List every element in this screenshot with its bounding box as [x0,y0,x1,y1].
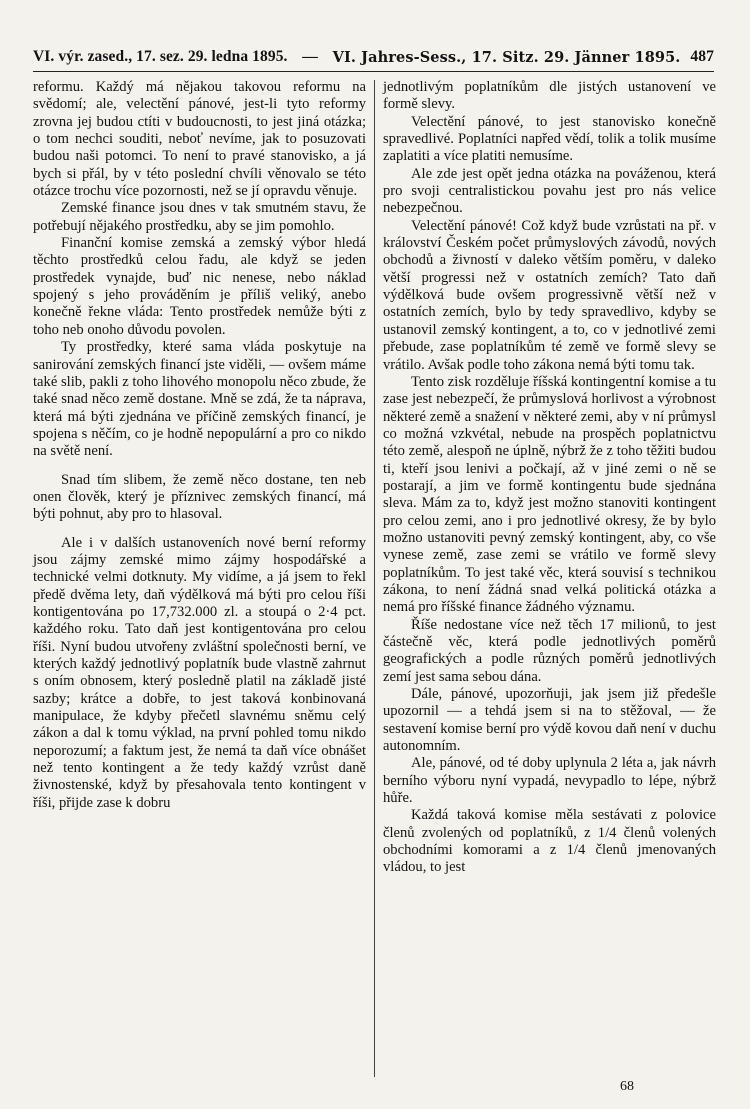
paragraph: jednotlivým poplatníkům dle jistých ustanovení ve formě slevy. [383,79,716,113]
paragraph: Snad tím slibem, že země něco dostane, ten neb onen člověk, který je příznivec zemských financí, má býti pohnut, aby pro to hlasoval. [33,471,366,523]
header-left: VI. výr. zased., 17. sez. 29. ledna 1895. [33,48,288,65]
right-column [383,79,716,877]
paragraph: Ale zde jest opět jedna otázka na pováženou, která pro svoji centralistickou povahu jest pro nás velice nebezpečnou. [383,165,716,217]
paragraph: Tento zisk rozděluje říšská kontingentní komise a tu zase jest nebezpečí, že průmyslová horlivost a výrobnost některé země a snažení v některé zemi, aby v ní průmysl co možná vzkvétal, nebude na prospěch poplatnictvu této země, alespoň ne úplně, nýbrž že z toho těžiti budou ti, kteří jsou lenivi a počkají, až v jiné zemi o ně se postarají, a jim ve formě kontingentu bude sjednána sleva. Mám za to, když jest možno stanoviti kontingent pro celou zemi, ano i pro jednotlivé okresy, že by bylo možno ustanoviti pevný zemský kontingent, aby, co vše vynese země, zase zemi se vrátilo ve formě slevy poplatníkům. To jest také věc, která souvisí s technikou zákona, to není žádná snad velká politická otázka a nemá pro říšské finance žádného významu. [383,373,716,616]
paragraph: Každá taková komise měla sestávati z polovice členů zvolených od poplatníků, z 1/4 členů volených obchodními komorami a z 1/4 členů jmenovaných vládou, to jest [383,807,716,876]
header-rule [33,71,714,72]
running-header [33,44,714,70]
paragraph: Ale, pánové, od té doby uplynula 2 léta a, jak návrh berního výboru nyní vypadá, nevypadlo to lépe, nýbrž hůře. [383,755,716,807]
paragraph: Dále, pánové, upozorňuji, jak jsem již předešle upozornil — a tehdá jsem si na to stěžoval, — že sestavení komise berní pro výdě kovou daň není v duchu autonomním. [383,686,716,755]
paragraph: Zemské finance jsou dnes v tak smutném stavu, že potřebují nějakého prostředku, aby se jim pomohlo. [33,200,366,234]
header-right-group [333,48,714,66]
column-divider [374,80,375,1077]
paragraph: Říše nedostane více než těch 17 milionů, to jest částečně věc, která podle jednotlivých poměrů geografických a podle různých poměrů jednotlivých zemí jest sama sebou dána. [383,616,716,685]
header-separator: — [302,48,318,65]
paragraph: Finanční komise zemská a zemský výbor hledá těchto prostředků celou řadu, ale když se jeden prostředek vynajde, buď nic nenese, nebo náklad spojený s jeho prováděním je příliš veliký, anebo konečně řekne vláda: Tento prostředek nemůže býti z toho neb onoho důvodu povolen. [33,235,366,338]
paragraph: Ale i v dalších ustanoveních nové berní reformy jsou zájmy zemské mimo zájmy hospodářské a technické velmi dotknuty. My vidíme, a já jsem to řekl předě dvěma lety, daň výdělková má býti pro celou říši kontigentována po 17,732.000 zl. a stoupá o 2·4 pct. každého roku. Tato daň jest kontigentována pro celou říši. Nyní budou utvořeny zvláštní společnosti berní, ve kterých každý jednotlivý poplatník bude vlastně zahrnut s oním obnosem, který posledně platil na základě jisté sazby; krátce a dobře, to jest taková konbinovaná manipulace, že kdyby přečetl slavnému sněmu celý zákon a dal k tomu výklad, na první pohled tomu nikdo neporozumí; a faktum jest, že nemá ta daň více obnášet než tento kontingent a že tedy každý vzrůst daně živnostenské, když by přesahovala tento kontingent v říši, přijde zase k dobru [33,534,366,811]
left-column [33,79,366,812]
header-right: VI. Jahres-Sess., 17. Sitz. 29. Jänner 1895. [332,48,681,66]
page-number: 487 [690,48,714,65]
folio-number: 68 [620,1079,634,1094]
paragraph: Velectění pánové! Což když bude vzrůstati na př. v království Českém počet průmyslových závodů, nových obchodů a živností v daleko větším poměru, v daleko větší progressi než v ostatních zemích? Tato daň výdělková bude ovšem progressivně větší než v ostatních zemích, bylo by tedy spravedlivo, kdyby se ustanovil zemský kontingent, a to, co v jednotlivé zemi přebude, zase poplatníkům té země ve formě slevy se vrátilo. Avšak podle toho zákona nemá býti tomu tak. [383,217,716,373]
paragraph: reformu. Každý má nějakou takovou reformu na svědomí; ale, velectění pánové, jest-li tyto reformy zrovna jej budou ctíti v budoucnosti, to jest jiná otázka; o tom nechci souditi, neboť nevíme, jak to posuzovati budou naši potomci. To není to pravé stanovisko, a já bych si přál, by v této poslední chvíli věnovalo se této otázce trochu více pozornosti, než se jí opravdu věnuje. [33,79,366,200]
paragraph: Velectění pánové, to jest stanovisko konečně spravedlivé. Poplatníci napřed vědí, tolik a tolik musíme zaplatiti a více platiti nemusíme. [383,113,716,165]
paragraph: Ty prostředky, které sama vláda poskytuje na sanirování zemských financí jste viděli, — ovšem máme také slib, pakli z toho lihového monopolu něco zbude, že také snad něco země dostane. Mně se zdá, že ta náprava, která má býti zjednána ve příčině zemských financí, je spojena s něčím, co je hodně nepopulární a pro co nikdo na světě není. [33,339,366,460]
